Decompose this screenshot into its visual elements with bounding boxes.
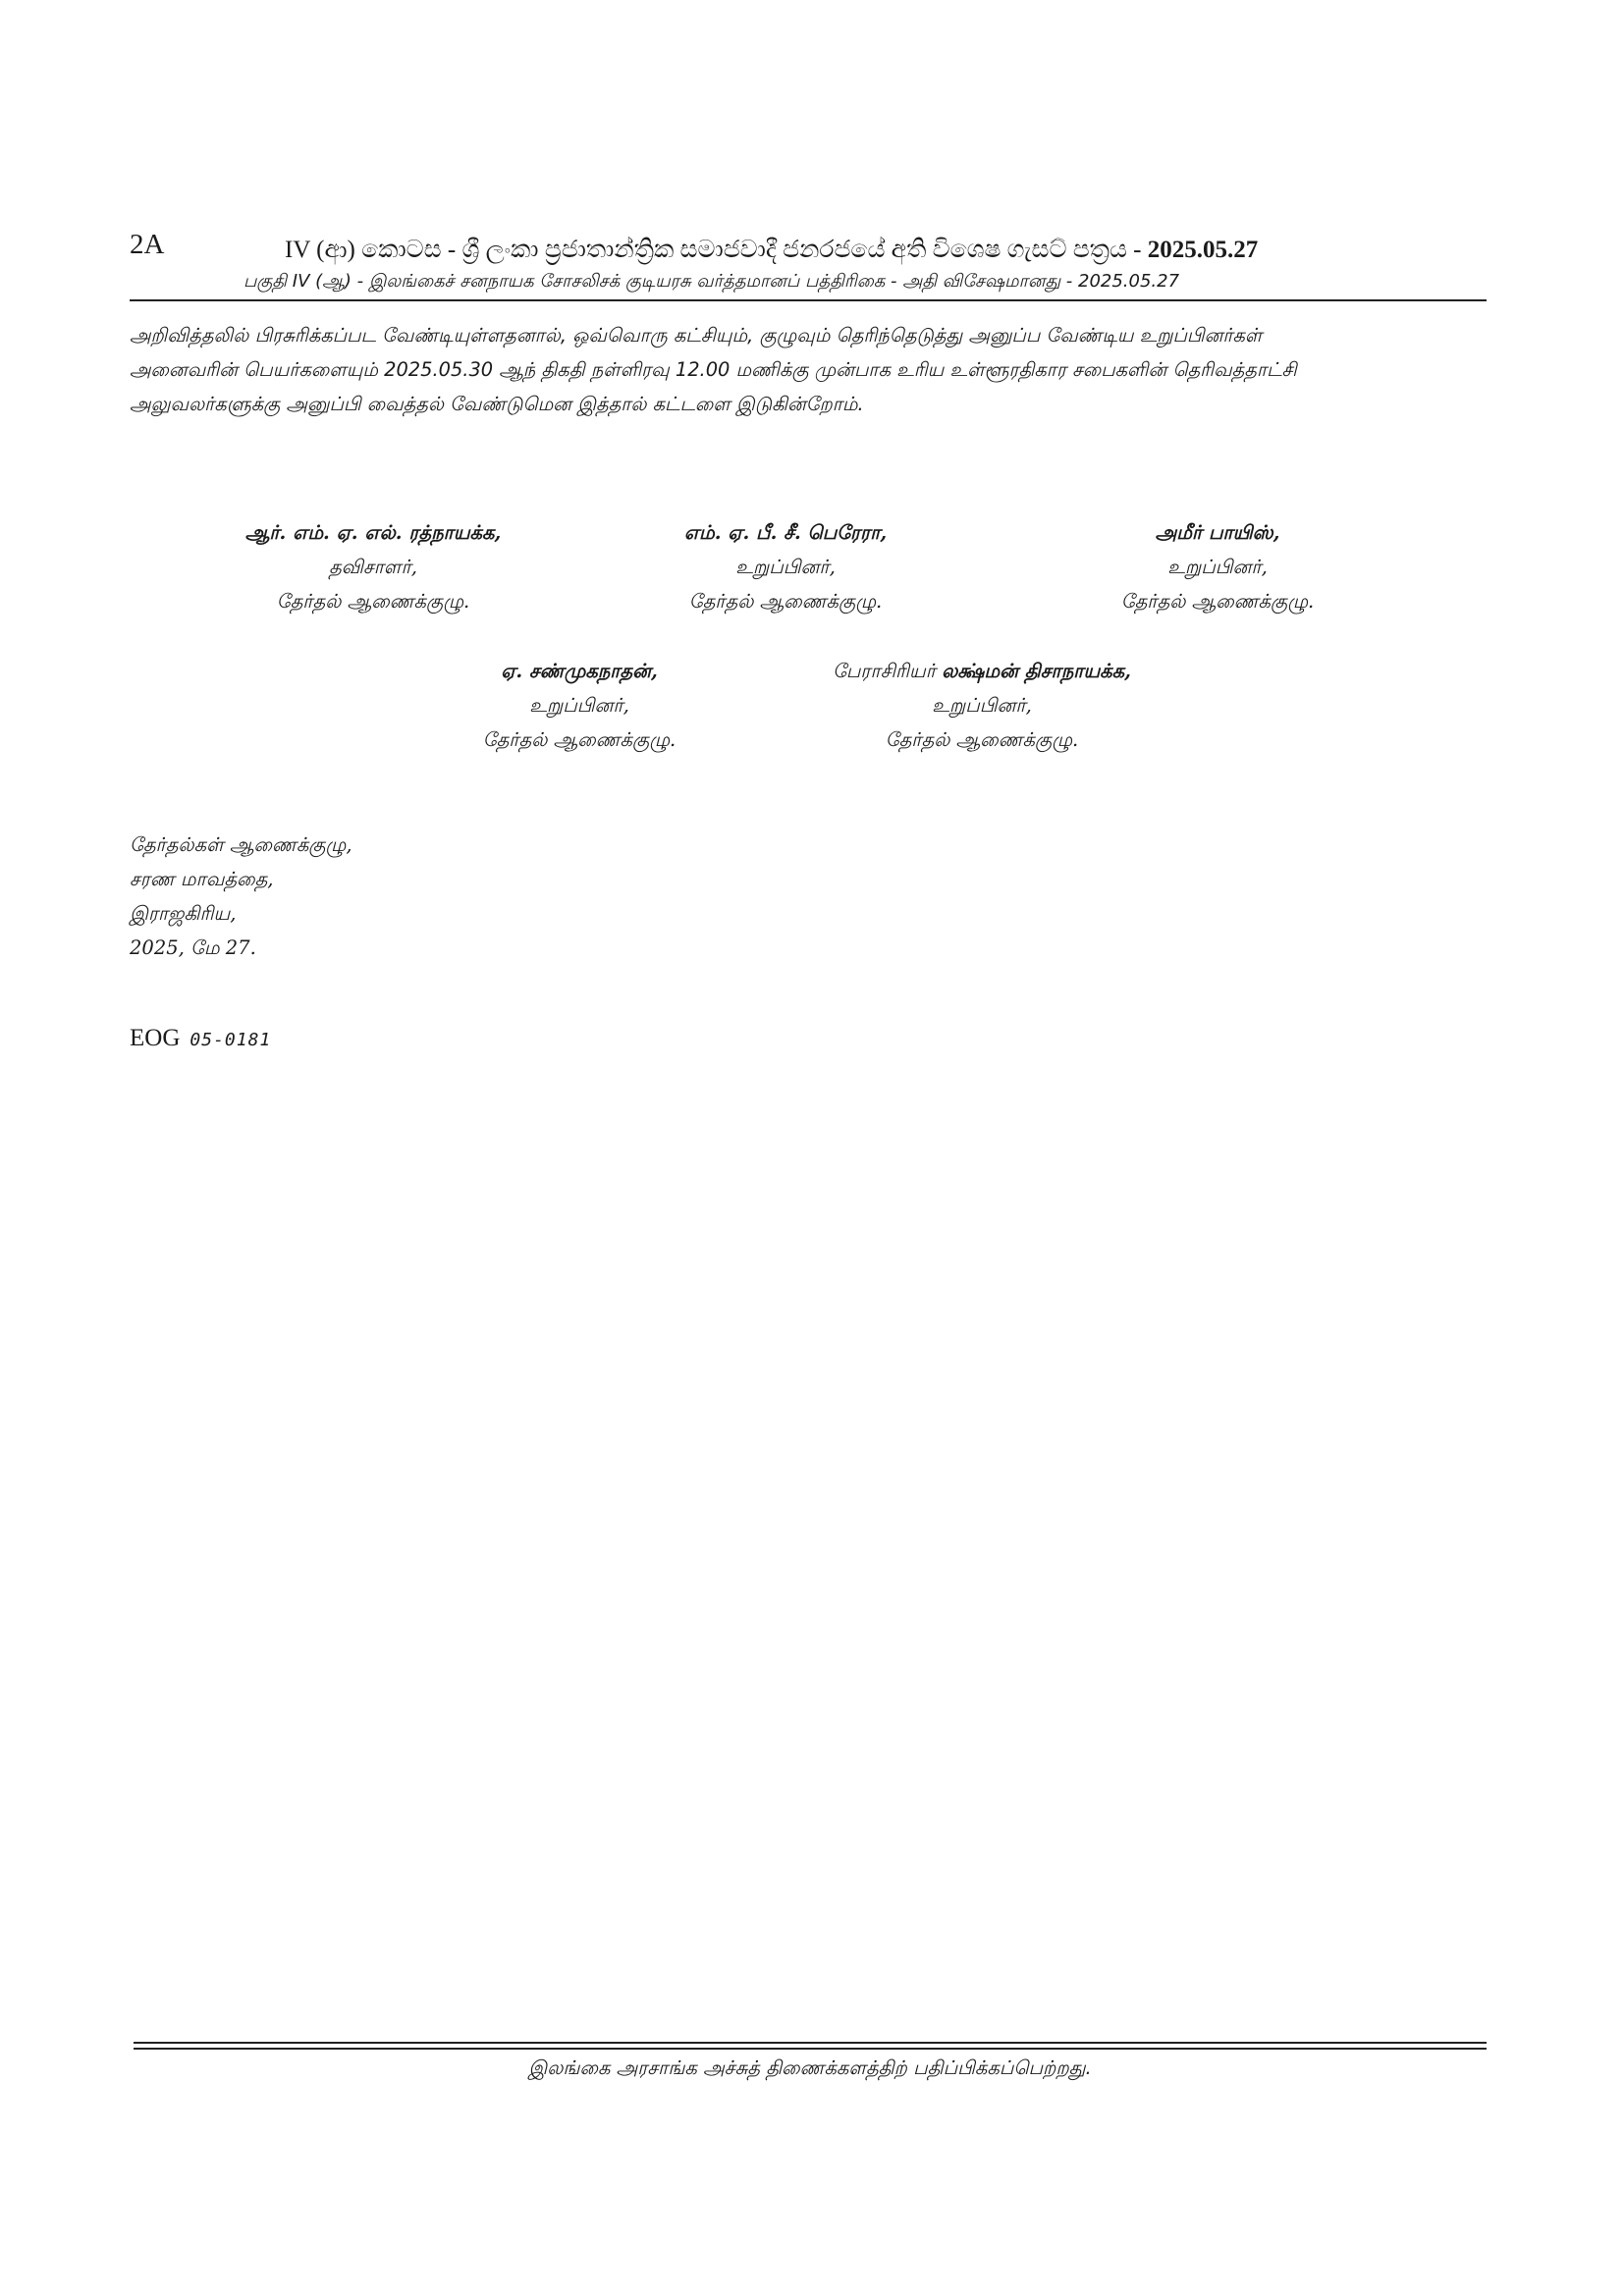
signatory-member-perera	[579, 515, 992, 618]
header-tamil-title: பகுதி IV (ஆ) - இலங்கைச் சனநாயக சோசலிசக் குடியரசு வர்த்தமானப் பத்திரிகை - அதி விசேஷமானது - 2025.05.27	[244, 271, 1180, 292]
footer-rule-bottom	[134, 2048, 1487, 2050]
header-rule	[130, 299, 1487, 301]
signatory-member-dissanayake	[766, 654, 1198, 757]
signatory-member-shanmuganathan	[373, 654, 785, 757]
body-paragraph	[130, 318, 1494, 421]
header-sinhala-title-text: IV (ආ) කොටස - ශ්‍රී ලංකා ප්‍රජාතාන්ත්‍රික සමාජවාදී ජනරජයේ අති විශෙෂ ගැසට් පත්‍රය -	[285, 237, 1142, 263]
signatory-name-text: லக்ஷ்மன் திசாநாயக்க,	[942, 660, 1131, 682]
signatory-role: உறுப்பினர்,	[932, 694, 1032, 717]
address-line: தேர்தல்கள் ஆணைக்குழு,	[130, 833, 352, 856]
signatory-org: தேர்தல் ஆணைக்குழு.	[1120, 590, 1315, 613]
document-code	[130, 1025, 271, 1052]
signatory-title: பேராசிரியர்	[833, 660, 943, 682]
header-sinhala-title	[285, 237, 1345, 264]
signatory-role: உறுப்பினர்,	[529, 694, 629, 717]
header-sinhala-date: 2025.05.27	[1147, 237, 1259, 263]
signatory-role: உறுப்பினர்,	[1167, 556, 1268, 578]
signatory-org: தேர்தல் ஆணைக்குழு.	[885, 728, 1079, 751]
signatory-name: ஆர். எம். ஏ. எல். ரத்நாயக்க,	[244, 521, 502, 544]
footer-rule-top	[134, 2042, 1487, 2044]
signatory-member-fayis	[1011, 515, 1424, 618]
signatory-name	[766, 654, 1198, 688]
address-line: 2025, மே 27.	[130, 936, 256, 959]
address-line: சரண மாவத்தை,	[130, 868, 274, 890]
signatory-name: அமீர் பாயிஸ்,	[1155, 521, 1280, 544]
body-line: அலுவலர்களுக்கு அனுப்பி வைத்தல் வேண்டுமென இத்தால் கட்டளை இடுகின்றோம்.	[130, 393, 864, 415]
address-block	[130, 828, 352, 965]
signatory-role: உறுப்பினர்,	[735, 556, 836, 578]
address-line: இராஜகிரிய,	[130, 902, 237, 925]
document-code-number: 05-0181	[189, 1030, 272, 1050]
footer-printer-note: இலங்கை அரசாங்க அச்சுத் திணைக்களத்திற் பதிப்பிக்கப்பெற்றது.	[528, 2056, 1092, 2079]
page-number: 2A	[130, 229, 165, 260]
body-line: அனைவரின் பெயர்களையும் 2025.05.30 ஆந் திகதி நள்ளிரவு 12.00 மணிக்கு முன்பாக உரிய உள்ளூரதிகார சபைகளின் தெரிவத்தாட்சி	[130, 358, 1297, 381]
signatory-org: தேர்தல் ஆணைக்குழு.	[276, 590, 470, 613]
signatory-role: தவிசாளர்,	[329, 556, 417, 578]
signatory-org: தேர்தல் ஆணைக்குழு.	[688, 590, 883, 613]
body-line: அறிவித்தலில் பிரசுரிக்கப்பட வேண்டியுள்ளதனால், ஒவ்வொரு கட்சியும், குழுவும் தெரிந்தெடுத்து அனுப்ப வேண்டிய உறுப்பினர்கள்	[130, 324, 1263, 347]
signatory-chairman	[167, 515, 579, 618]
document-code-prefix: EOG	[130, 1025, 181, 1051]
signatory-name: எம். ஏ. பீ. சீ. பெரேரா,	[683, 521, 888, 544]
signatory-name: ஏ. சண்முகநாதன்,	[501, 660, 658, 682]
signatory-org: தேர்தல் ஆணைக்குழு.	[482, 728, 677, 751]
